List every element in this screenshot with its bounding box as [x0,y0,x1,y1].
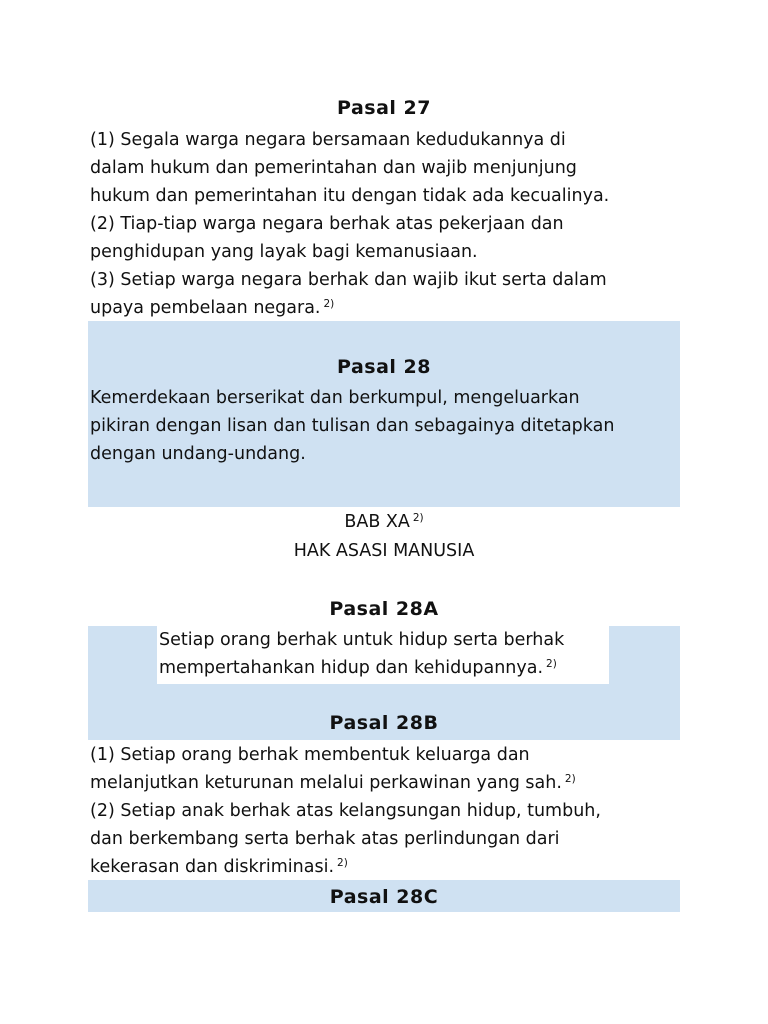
pasal-27-line: hukum dan pemerintahan itu dengan tidak ada kecualinya. [90,186,610,206]
pasal-28a-line-last [159,654,609,682]
pasal-27-line-text: upaya pembelaan negara. [90,298,321,318]
footnote-marker: 2) [412,512,424,524]
footnote-marker: 2) [564,773,576,785]
pasal-28b-line-text: melanjutkan keturunan melalui perkawinan yang sah. [90,773,562,793]
pasal-27-body [90,126,680,322]
pasal-28b-body [90,741,680,881]
pasal-28-line: pikiran dengan lisan dan tulisan dan sebagainya ditetapkan [90,416,615,436]
bab-title [0,508,768,536]
pasal-27-heading: Pasal 27 [337,97,431,119]
footnote-marker: 2) [337,857,348,869]
pasal-27-line: dalam hukum dan pemerintahan dan wajib menjunjung [90,158,577,178]
pasal-28b-line-last [90,853,680,881]
pasal-27-line: penghidupan yang layak bagi kemanusiaan. [90,242,478,262]
pasal-28b-line [90,769,680,797]
pasal-27-line: (2) Tiap-tiap warga negara berhak atas pekerjaan dan [90,214,564,234]
pasal-28-body [90,384,680,468]
footnote-marker: 2) [546,658,557,670]
pasal-28a-line: Setiap orang berhak untuk hidup serta berhak [159,630,565,650]
bab-title-text: BAB XA [344,512,410,532]
pasal-28b-line-text: kekerasan dan diskriminasi. [90,857,335,877]
pasal-28-line: dengan undang-undang. [90,444,306,464]
pasal-28b-line: dan berkembang serta berhak atas perlindungan dari [90,829,560,849]
pasal-28a-heading: Pasal 28A [329,598,439,620]
pasal-27-line: (1) Segala warga negara bersamaan kedudukannya di [90,130,566,150]
pasal-28a-line-text: mempertahankan hidup dan kehidupannya. [159,658,544,678]
pasal-28b-line: (2) Setiap anak berhak atas kelangsungan hidup, tumbuh, [90,801,601,821]
pasal-28-line: Kemerdekaan berserikat dan berkumpul, mengeluarkan [90,388,580,408]
pasal-28a-body [159,626,609,682]
bab-subtitle: HAK ASASI MANUSIA [293,541,475,561]
pasal-27-line-last [90,294,680,322]
pasal-28b-heading: Pasal 28B [329,712,439,734]
pasal-28-heading: Pasal 28 [337,356,431,378]
footnote-marker: 2) [323,298,335,310]
pasal-28c-heading: Pasal 28C [329,886,439,908]
pasal-28b-line: (1) Setiap orang berhak membentuk keluarga dan [90,745,530,765]
pasal-27-line: (3) Setiap warga negara berhak dan wajib ikut serta dalam [90,270,607,290]
